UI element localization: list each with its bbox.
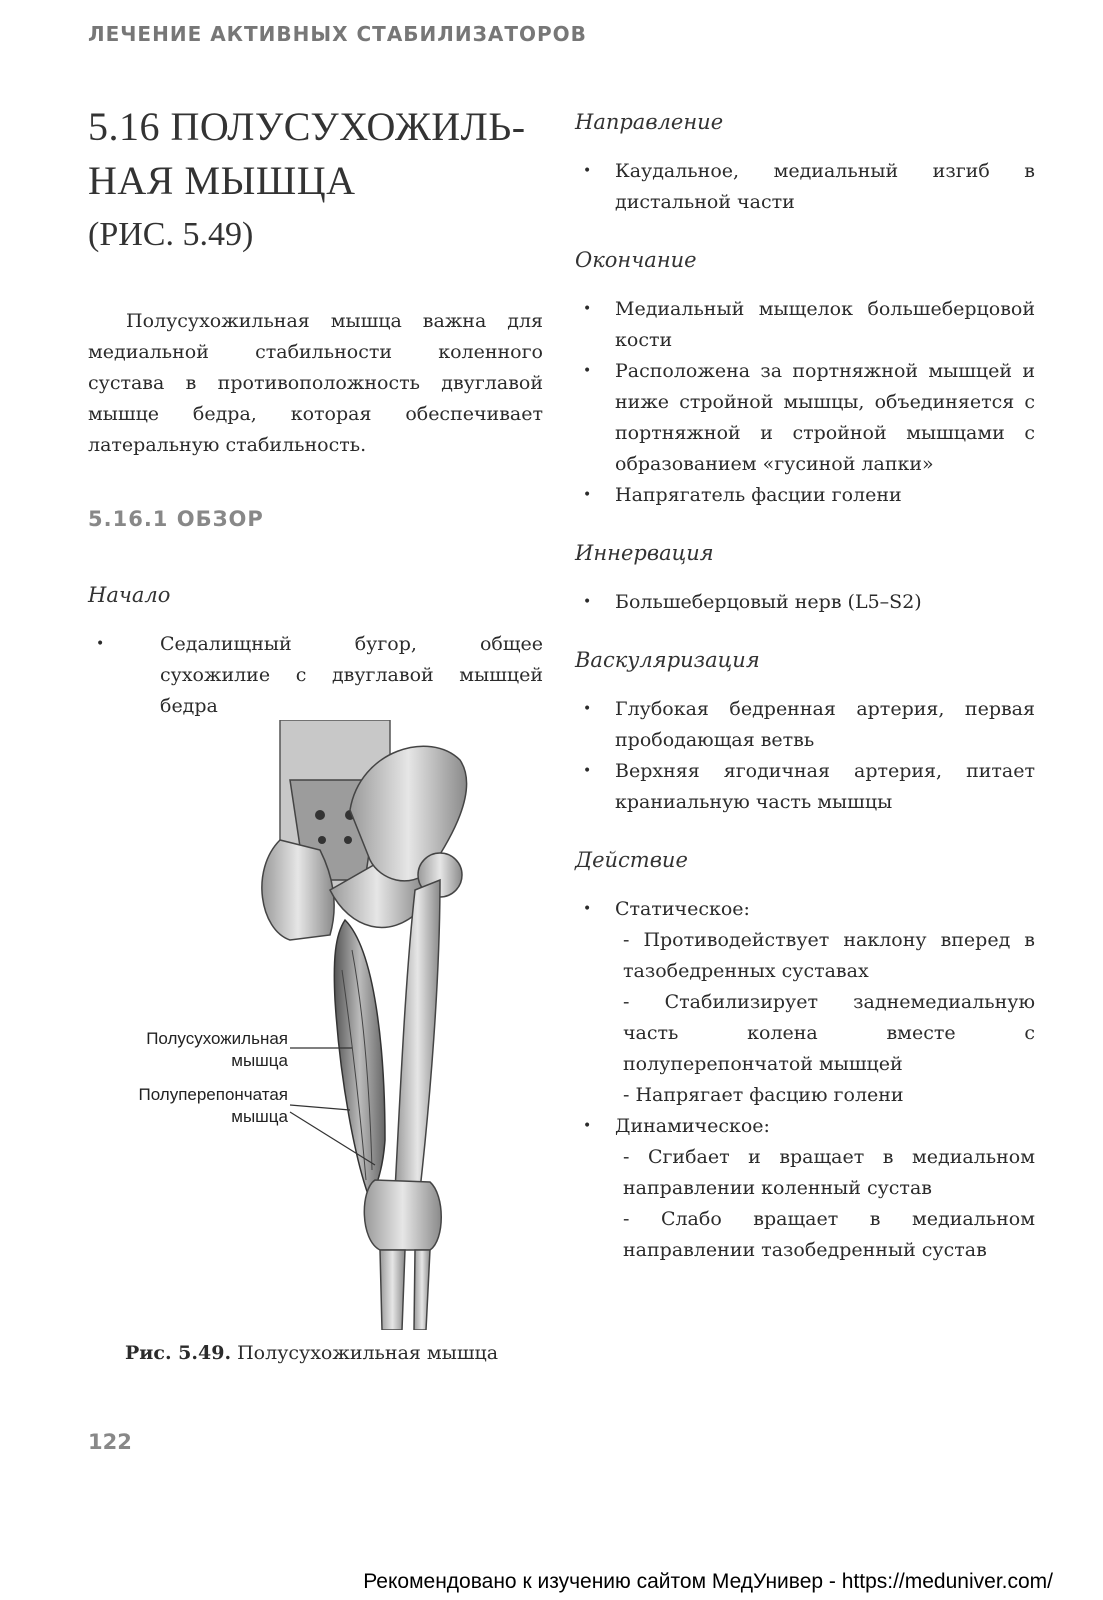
list-item: • Каудальное, медиальный изгиб в дистальной части bbox=[575, 156, 1035, 218]
chapter-figure-ref: (РИС. 5.49) bbox=[88, 216, 254, 253]
list-item-static bbox=[575, 894, 1035, 1111]
right-column bbox=[575, 110, 1035, 1266]
label-line: мышца bbox=[231, 1051, 288, 1070]
insertion-list bbox=[575, 294, 1035, 511]
insertion-heading: Окончание bbox=[575, 248, 697, 272]
action-dynamic-label: Динамическое: bbox=[615, 1115, 770, 1137]
label-line: Полусухожильная bbox=[146, 1029, 288, 1048]
label-line: Полуперепончатая bbox=[138, 1085, 288, 1104]
chapter-title-line2: НАЯ МЫШЦА bbox=[88, 158, 356, 203]
page-number: 122 bbox=[88, 1430, 132, 1454]
running-head: ЛЕЧЕНИЕ АКТИВНЫХ СТАБИЛИЗАТОРОВ bbox=[88, 22, 587, 46]
action-sub-item: - Напрягает фасцию голени bbox=[623, 1084, 904, 1106]
chapter-title bbox=[88, 100, 543, 208]
vascular-list bbox=[575, 694, 1035, 818]
section-heading: 5.16.1 ОБЗОР bbox=[88, 507, 264, 531]
figure-label-semitendinosus bbox=[130, 1028, 288, 1072]
figure-label-semimembranosus bbox=[120, 1084, 288, 1128]
label-line: мышца bbox=[231, 1107, 288, 1126]
direction-heading: Направление bbox=[575, 110, 724, 134]
list-item: • Напрягатель фасции голени bbox=[575, 480, 1035, 511]
list-item: • Медиальный мыщелок большеберцовой кости bbox=[575, 294, 1035, 356]
action-sub-item: - Противодействует наклону вперед в тазобедренных суставах bbox=[623, 929, 1035, 982]
action-heading: Действие bbox=[575, 848, 688, 872]
vascular-heading: Васкуляризация bbox=[575, 648, 760, 672]
innervation-list bbox=[575, 587, 1035, 618]
leg-anatomy-illustration bbox=[130, 720, 550, 1330]
list-item: • Большеберцовый нерв (L5–S2) bbox=[575, 587, 1035, 618]
footer-link-text: Рекомендовано к изучению сайтом МедУнивер - https://meduniver.com/ bbox=[363, 1570, 1053, 1593]
action-sub-item: - Слабо вращает в медиальном направлении тазобедренный сустав bbox=[623, 1208, 1035, 1261]
intro-paragraph: Полусухожильная мышца важна для медиальной стабильности коленного сустава в противоположность двуглавой мышце бедра, которая обеспечивает латеральную стабильность. bbox=[88, 310, 543, 456]
list-item: • Глубокая бедренная артерия, первая прободающая ветвь bbox=[575, 694, 1035, 756]
leg-anatomy-figure bbox=[130, 720, 550, 1330]
figure-caption-number: Рис. 5.49. bbox=[125, 1342, 232, 1364]
innervation-heading: Иннервация bbox=[575, 541, 714, 565]
origin-list bbox=[88, 629, 543, 722]
action-list bbox=[575, 894, 1035, 1266]
figure-caption bbox=[125, 1342, 498, 1364]
figure-caption-text: Полусухожильная мышца bbox=[231, 1342, 499, 1364]
chapter-title-line1: 5.16 ПОЛУСУХОЖИЛЬ- bbox=[88, 104, 526, 149]
list-item: • Верхняя ягодичная артерия, питает краниальную часть мышцы bbox=[575, 756, 1035, 818]
left-column bbox=[88, 100, 543, 722]
action-static-label: Статическое: bbox=[615, 898, 750, 920]
direction-list bbox=[575, 156, 1035, 218]
list-item: • Расположена за портняжной мышцей и ниже стройной мышцы, объединяется с портняжной и стройной мышцами с образованием «гусиной лапки» bbox=[575, 356, 1035, 480]
list-item: • Седалищный бугор, общее сухожилие с двуглавой мышцей бедра bbox=[88, 629, 543, 722]
action-sub-item: - Сгибает и вращает в медиальном направлении коленный сустав bbox=[623, 1146, 1035, 1199]
list-item-dynamic bbox=[575, 1111, 1035, 1266]
origin-heading: Начало bbox=[88, 583, 171, 607]
action-sub-item: - Стабилизирует заднемедиальную часть колена вместе с полуперепончатой мышцей bbox=[623, 991, 1035, 1075]
